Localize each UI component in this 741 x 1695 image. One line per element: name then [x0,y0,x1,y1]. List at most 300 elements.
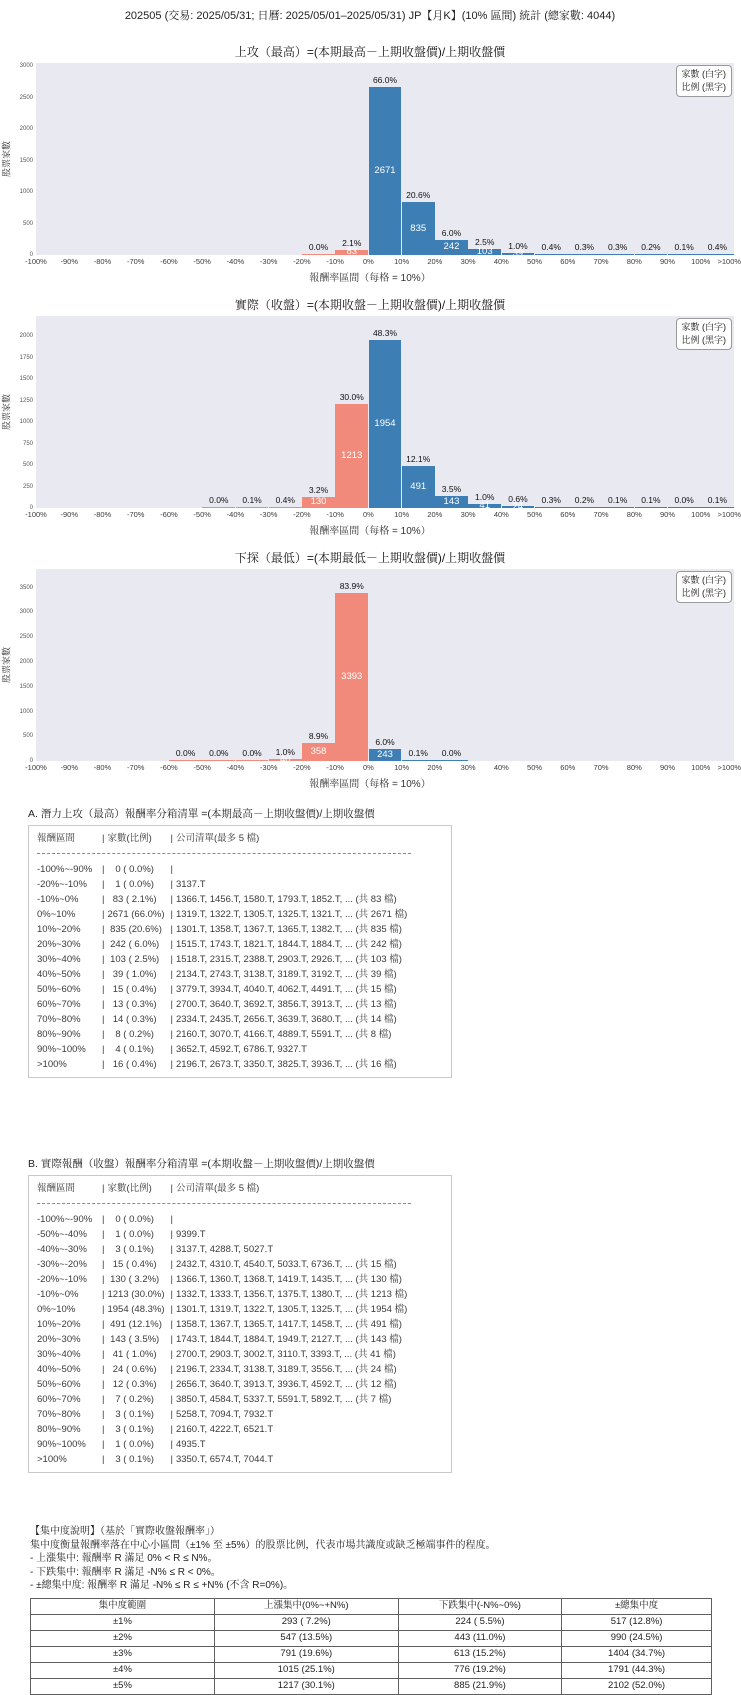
list-row [37,982,443,997]
list-row-companies: 1319.T, 1322.T, 1305.T, 1325.T, 1321.T, ... (共 2671 檔) [175,909,408,920]
list-row-pipe: | [170,1394,173,1405]
x-tick-label: -80% [93,510,112,519]
plot-area [1,569,734,765]
list-row-companies: 4935.T [175,1439,206,1450]
list-row-range: -20%~-10% [37,879,87,890]
x-tick-label: 20% [427,763,443,772]
concentration-cell: ±3% [31,1646,215,1662]
list-row-range: 80%~90% [37,1029,81,1040]
bar-count-label: 1213 [341,449,363,461]
list-row-count: 14 ( 0.3%) [107,1014,157,1025]
list-row-companies: 1366.T, 1456.T, 1580.T, 1793.T, 1852.T, ... (共 83 檔) [175,894,397,905]
list-row-pipe: | [170,1304,173,1315]
x-tick-label: -30% [259,510,278,519]
list-row-pipe: | [102,864,105,875]
list-row-pipe: | [102,1029,105,1040]
list-row [37,892,443,907]
list-row-range: 70%~80% [37,1409,81,1420]
x-tick-label: 90% [660,763,676,772]
list-row-count: 2671 (66.0%) [107,909,165,920]
list-row-pipe: | [170,1334,173,1345]
chart-3 [0,549,740,790]
bin-list-b [28,1156,740,1473]
x-tick-label: -100% [25,257,47,266]
concentration-cell: 293 ( 7.2%) [214,1614,398,1630]
bar-percent-label: 1.0% [475,492,495,503]
x-tick-label: 80% [626,510,642,519]
list-row-count: 15 ( 0.4%) [107,984,157,995]
bar-percent-label: 48.3% [372,328,398,338]
list-row-range: 10%~20% [37,924,81,935]
y-tick-label: 3000 [19,63,33,70]
concentration-row [31,1646,712,1662]
x-tick-label: -40% [226,257,245,266]
list-row-pipe: | [102,1379,105,1390]
list-row-range: 90%~100% [37,1439,86,1450]
concentration-desc: 集中度衡量報酬率落在中心小區間（±1% 至 ±5%）的股票比例，代表市場共識度或缺乏極端事件的程度。 [30,1539,496,1551]
concentration-cell: 2102 (52.0%) [562,1678,712,1694]
list-row-count: 143 ( 3.5%) [107,1334,160,1345]
list-row-range: 0%~10% [37,909,76,920]
x-tick-label: 70% [593,257,609,266]
y-axis-label: 股票家數 [1,646,12,684]
bar-percent-label: 0.0% [308,242,329,252]
concentration-bullet-total: - ±總集中度: 報酬率 R 滿足 -N% ≤ R ≤ +N% (不含 R=0%)。 [30,1580,294,1591]
list-header-range: 報酬區間 [37,1183,76,1194]
x-tick-label: 90% [660,257,676,266]
list-row-count: 15 ( 0.4%) [107,1259,157,1270]
y-tick-label: 500 [22,462,33,469]
list-row-range: -10%~0% [37,1289,79,1300]
x-tick-label: 30% [460,257,476,266]
y-tick-label: 1500 [19,683,33,690]
list-row [37,907,443,922]
list-row-pipe: | [102,1259,105,1270]
bar-count-label: 835 [410,222,427,234]
page-title: 202505 (交易: 2025/05/31; 日曆: 2025/05/01–2025/05/31) JP【月K】(10% 區間) 統計 (總家數: 4044) [124,10,616,22]
y-tick-label: 1500 [19,157,33,164]
list-row-count: 7 ( 0.2%) [107,1394,154,1405]
list-row-count: 16 ( 0.4%) [107,1059,157,1070]
y-tick-label: 3000 [19,609,33,616]
list-row-range: 0%~10% [37,1304,76,1315]
y-tick-label: 750 [22,440,33,447]
list-row [37,1227,443,1242]
x-axis-ticks [25,761,741,772]
x-axis-ticks [25,255,741,266]
list-row-companies: 3652.T, 4592.T, 6786.T, 9327.T [175,1044,307,1055]
list-row [37,1027,443,1042]
bar-percent-label: 0.0% [441,748,462,758]
list-row-count: 1 ( 0.0%) [107,1229,154,1240]
x-tick-label: 100% [691,257,711,266]
concentration-row [31,1678,712,1694]
x-tick-label: 0% [362,510,374,519]
x-axis-label: 報酬率區間（每格 = 10%） [309,526,431,537]
plot-area [1,63,734,259]
list-row [37,967,443,982]
y-axis-label: 股票家數 [1,393,12,431]
x-tick-label: 10% [394,510,410,519]
list-row-pipe: | [170,1319,173,1330]
list-row-companies: 9399.T [175,1229,206,1240]
concentration-title: 【集中度說明】（基於「實際收盤報酬率」） [30,1526,220,1537]
list-row [37,1272,443,1287]
bar-percent-label: 0.0% [674,495,694,505]
bar-percent-label: 6.0% [441,227,462,238]
bar-count-label: 491 [410,480,427,492]
bar-percent-label: 0.6% [508,493,528,504]
x-tick-label: -40% [226,763,245,772]
bar-count-label: 143 [443,495,460,507]
y-tick-label: 0 [29,758,33,764]
bar-count-label: 243 [377,749,393,760]
list-row-pipe: | [170,1439,173,1450]
list-row-pipe: | [102,909,105,920]
list-row-pipe: | [102,1014,105,1025]
list-row [37,1287,443,1302]
y-tick-label: 2500 [19,634,33,641]
list-row-pipe: | [102,1364,105,1375]
x-tick-label: -10% [326,763,344,772]
list-row-pipe: | [102,1044,105,1055]
list-row [37,922,443,937]
x-tick-label: 30% [460,763,476,772]
list-row-count: 0 ( 0.0%) [107,864,154,875]
concentration-cell: 1217 (30.1%) [214,1678,398,1694]
list-row-pipe: | [170,1059,173,1070]
list-row-companies: 1518.T, 2315.T, 2388.T, 2903.T, 2926.T, ... (共 103 檔) [175,954,402,965]
list-row [37,1377,443,1392]
x-tick-label: -70% [126,763,145,772]
y-tick-label: 1000 [19,419,33,426]
legend-ratio-entry: 比例 (黑字) [681,335,726,346]
list-row-range: 10%~20% [37,1319,81,1330]
list-row-companies: 2700.T, 3640.T, 3692.T, 3856.T, 3913.T, ... (共 13 檔) [175,999,397,1010]
list-row-range: >100% [37,1059,67,1070]
list-row-range: -50%~-40% [37,1229,87,1240]
bar-count-label: 39 [512,247,524,259]
list-row-pipe: | [102,1334,105,1345]
list-row-pipe: | [170,1409,173,1420]
x-tick-label: -10% [326,510,344,519]
x-tick-label: -20% [293,510,311,519]
list-row [37,997,443,1012]
x-tick-label: -100% [25,763,47,772]
list-row-range: 20%~30% [37,939,81,950]
bar-percent-label: 0.1% [242,495,262,505]
list-row-pipe: | [102,1394,105,1405]
list-header-pipe: | [102,1183,105,1194]
bar-percent-label: 0.0% [209,748,229,758]
x-tick-label: 30% [460,510,476,519]
y-tick-label: 1500 [19,376,33,383]
list-row-count: 491 (12.1%) [107,1319,162,1330]
bar-percent-label: 0.0% [242,748,262,758]
y-axis-label: 股票家數 [1,140,12,178]
x-tick-label: -60% [160,257,178,266]
x-tick-label: -50% [193,510,211,519]
concentration-header-cell: 上漲集中(0%~+N%) [214,1598,398,1614]
concentration-cell: 224 ( 5.5%) [398,1614,561,1630]
x-tick-label: 0% [362,763,374,772]
list-row-range: 50%~60% [37,1379,81,1390]
list-row-companies: 2134.T, 2743.T, 3138.T, 3189.T, 3192.T, ... (共 39 檔) [175,969,397,980]
x-tick-label: 10% [394,763,410,772]
list-row-pipe: | [102,1409,105,1420]
concentration-cell: 776 (19.2%) [398,1662,561,1678]
x-tick-label: -90% [60,510,78,519]
bar-count-label: 1954 [374,418,396,429]
list-row-range: -30%~-20% [37,1259,87,1270]
list-row-pipe: | [170,1029,173,1040]
chart-1 [0,43,740,284]
x-tick-label: 50% [527,763,543,772]
x-tick-label: 70% [593,510,609,519]
concentration-cell: ±2% [31,1630,215,1646]
y-tick-label: 3500 [19,584,33,591]
list-row-range: 90%~100% [37,1044,86,1055]
chart-title: 上攻（最高）=(本期最高－上期收盤價)/上期收盤價 [234,45,506,59]
concentration-cell: ±4% [31,1662,215,1678]
list-header-row [37,831,443,846]
x-tick-label: 40% [493,763,509,772]
bar-percent-label: 0.2% [641,242,661,252]
bar-percent-label: 8.9% [308,731,329,742]
bar-percent-label: 12.1% [406,453,431,464]
concentration-header-cell: 下跌集中(-N%~0%) [398,1598,561,1614]
list-row-companies: 3850.T, 4584.T, 5337.T, 5591.T, 5892.T, ... (共 7 檔) [175,1394,392,1405]
x-tick-label: -80% [93,257,112,266]
x-tick-label: 60% [560,763,576,772]
concentration-cell: 1404 (34.7%) [562,1646,712,1662]
concentration-header-cell: 集中度範圍 [31,1598,215,1614]
list-row-pipe: | [102,1424,105,1435]
bar-percent-label: 83.9% [339,581,364,592]
list-row-range: 30%~40% [37,1349,81,1360]
bar-count-label: 103 [476,245,493,257]
list-row-pipe: | [170,864,173,875]
x-tick-label: -50% [193,763,211,772]
list-row-companies: 3779.T, 3934.T, 4040.T, 4062.T, 4491.T, ... (共 15 檔) [175,984,397,995]
list-row-range: 40%~50% [37,969,81,980]
concentration-header-row [31,1598,712,1614]
list-header-pipe: | [102,833,105,844]
concentration-row [31,1630,712,1646]
list-row-count: 1213 (30.0%) [107,1289,165,1300]
x-tick-label: >100% [717,257,741,266]
x-tick-label: 20% [427,510,443,519]
concentration-row [31,1614,712,1630]
list-row-count: 3 ( 0.1%) [107,1424,154,1435]
list-row-companies: 3137.T, 4288.T, 5027.T [175,1244,274,1255]
y-tick-label: 1250 [19,397,33,404]
list-separator [37,853,411,854]
bar-percent-label: 0.3% [541,494,561,505]
concentration-cell: 517 (12.8%) [562,1614,712,1630]
y-tick-label: 500 [22,220,33,227]
list-row-count: 12 ( 0.3%) [107,1379,157,1390]
list-row-companies: 1332.T, 1333.T, 1356.T, 1375.T, 1380.T, ... (共 1213 檔) [175,1289,408,1300]
x-tick-label: 40% [493,257,509,266]
list-row-range: -40%~-30% [37,1244,87,1255]
y-tick-label: 0 [29,505,33,511]
list-row-pipe: | [170,1349,173,1360]
concentration-cell: 791 (19.6%) [214,1646,398,1662]
list-row-pipe: | [102,969,105,980]
x-tick-label: 70% [593,763,609,772]
list-row-companies: 1301.T, 1358.T, 1367.T, 1365.T, 1382.T, ... (共 835 檔) [175,924,402,935]
bar-percent-label: 66.0% [372,74,398,85]
list-row [37,1437,443,1452]
list-row-pipe: | [170,1014,173,1025]
list-header-companies: 公司清單(最多 5 檔) [175,1183,260,1194]
x-axis-label: 報酬率區間（每格 = 10%） [309,779,431,790]
bar-percent-label: 2.5% [475,236,495,247]
bar-percent-label: 0.4% [707,242,728,252]
bin-list-a [28,806,740,1078]
list-row-companies: 2700.T, 2903.T, 3002.T, 3110.T, 3393.T, ... (共 41 檔) [175,1349,396,1360]
bar-percent-label: 1.0% [275,747,295,758]
list-row-range: 20%~30% [37,1334,81,1345]
list-row-pipe: | [102,1289,105,1300]
list-row-count: 242 ( 6.0%) [107,939,160,950]
list-row-companies: 2656.T, 3640.T, 3913.T, 3936.T, 4592.T, ... (共 12 檔) [175,1379,397,1390]
list-row-range: -100%~-90% [37,1214,93,1225]
list-header-pipe: | [170,1183,173,1194]
list-row-range: 60%~70% [37,1394,81,1405]
concentration-bullet-up: - 上漲集中: 報酬率 R 滿足 0% < R ≤ N%。 [30,1553,218,1564]
bar-percent-label: 3.5% [441,483,462,494]
list-row-pipe: | [102,1349,105,1360]
list-row-count: 3 ( 0.1%) [107,1244,154,1255]
x-tick-label: -30% [259,763,278,772]
bar-percent-label: 3.2% [308,484,329,495]
bar-percent-label: 0.3% [574,242,595,252]
x-tick-label: -20% [293,257,311,266]
x-axis-ticks [25,508,741,519]
bin-list-a-title: A. 潛力上攻（最高）報酬率分箱清單 =(本期最高－上期收盤價)/上期收盤價 [28,808,375,820]
list-row-companies: 2196.T, 2673.T, 3350.T, 3825.T, 3936.T, ... (共 16 檔) [175,1059,397,1070]
chart-legend [676,318,733,350]
list-row [37,1332,443,1347]
x-tick-label: 0% [362,257,374,266]
list-header-pipe: | [170,833,173,844]
list-row-pipe: | [102,939,105,950]
charts-container [0,43,740,790]
x-tick-label: -100% [25,510,47,519]
list-row-pipe: | [170,1364,173,1375]
list-row-count: 41 ( 1.0%) [107,1349,157,1360]
list-row-pipe: | [170,999,173,1010]
bar-percent-label: 0.1% [674,242,694,252]
list-row [37,952,443,967]
chart-title: 實際（收盤）=(本期收盤－上期收盤價)/上期收盤價 [234,298,506,312]
bar-percent-label: 2.1% [342,237,362,248]
list-row-companies: 1358.T, 1367.T, 1365.T, 1417.T, 1458.T, ... (共 491 檔) [175,1319,402,1330]
list-row-count: 1 ( 0.0%) [107,1439,154,1450]
list-header-companies: 公司清單(最多 5 檔) [175,833,260,844]
legend-ratio-entry: 比例 (黑字) [681,588,726,599]
list-row-companies: 2432.T, 4310.T, 4540.T, 5033.T, 6736.T, ... (共 15 檔) [175,1259,397,1270]
list-row-pipe: | [170,1244,173,1255]
list-row-count: 24 ( 0.6%) [107,1364,157,1375]
y-tick-label: 500 [22,733,33,740]
list-row-range: -10%~0% [37,894,79,905]
x-tick-label: -70% [126,257,145,266]
plot-area [1,316,734,512]
chart-title: 下探（最低）=(本期最低－上期收盤價)/上期收盤價 [234,551,506,565]
list-row-range: 60%~70% [37,999,81,1010]
x-tick-label: 60% [560,257,576,266]
x-tick-label: -90% [60,257,78,266]
list-row-companies: 2160.T, 4222.T, 6521.T [175,1424,274,1435]
x-tick-label: -60% [160,763,178,772]
list-row-pipe: | [170,939,173,950]
x-tick-label: -20% [293,763,311,772]
list-row-pipe: | [102,1229,105,1240]
list-row-companies: 1301.T, 1319.T, 1322.T, 1305.T, 1325.T, ... (共 1954 檔) [175,1304,408,1315]
bin-list-b-box [28,1175,452,1473]
list-row-range: 80%~90% [37,1424,81,1435]
list-row-companies: 1515.T, 1743.T, 1821.T, 1844.T, 1884.T, ... (共 242 檔) [175,939,402,950]
list-row-count: 83 ( 2.1%) [107,894,157,905]
list-row-companies: 2334.T, 2435.T, 2656.T, 3639.T, 3680.T, ... (共 14 檔) [175,1014,397,1025]
list-row-pipe: | [170,1454,173,1465]
x-tick-label: -10% [326,257,344,266]
bar-percent-label: 0.4% [541,242,561,252]
list-row [37,877,443,892]
list-row-pipe: | [170,879,173,890]
list-row-companies: 1743.T, 1844.T, 1884.T, 1949.T, 2127.T, ... (共 143 檔) [175,1334,402,1345]
list-row-count: 8 ( 0.2%) [107,1029,154,1040]
list-row [37,1057,443,1072]
bar-percent-label: 0.1% [408,748,428,758]
x-axis-label: 報酬率區間（每格 = 10%） [309,273,431,284]
list-row [37,1242,443,1257]
list-row [37,1407,443,1422]
bar-percent-label: 0.4% [275,494,295,505]
list-row-count: 3 ( 0.1%) [107,1454,154,1465]
list-row-pipe: | [102,1319,105,1330]
list-row-pipe: | [170,1424,173,1435]
list-row-range: 70%~80% [37,1014,81,1025]
list-row-pipe: | [170,984,173,995]
x-tick-label: -80% [93,763,112,772]
bar-percent-label: 0.1% [641,495,661,505]
list-row-pipe: | [102,1304,105,1315]
bar-percent-label: 0.1% [607,495,628,505]
list-row-pipe: | [170,909,173,920]
legend-ratio-entry: 比例 (黑字) [681,82,726,93]
list-row-pipe: | [102,1244,105,1255]
list-row-pipe: | [102,984,105,995]
bar-count-label: 41 [479,500,490,512]
list-row-companies: 2196.T, 2334.T, 3138.T, 3189.T, 3556.T, ... (共 24 檔) [175,1364,397,1375]
y-tick-label: 2000 [19,126,33,133]
list-row-pipe: | [102,1214,105,1225]
list-row [37,1452,443,1467]
concentration-cell: 547 (13.5%) [214,1630,398,1646]
x-tick-label: 100% [691,510,711,519]
x-tick-label: 20% [427,257,443,266]
list-separator [37,1203,411,1204]
bar-count-label: 24 [512,500,524,512]
list-row-pipe: | [170,1289,173,1300]
list-row-pipe: | [102,954,105,965]
x-tick-label: 50% [527,510,543,519]
list-row [37,1392,443,1407]
